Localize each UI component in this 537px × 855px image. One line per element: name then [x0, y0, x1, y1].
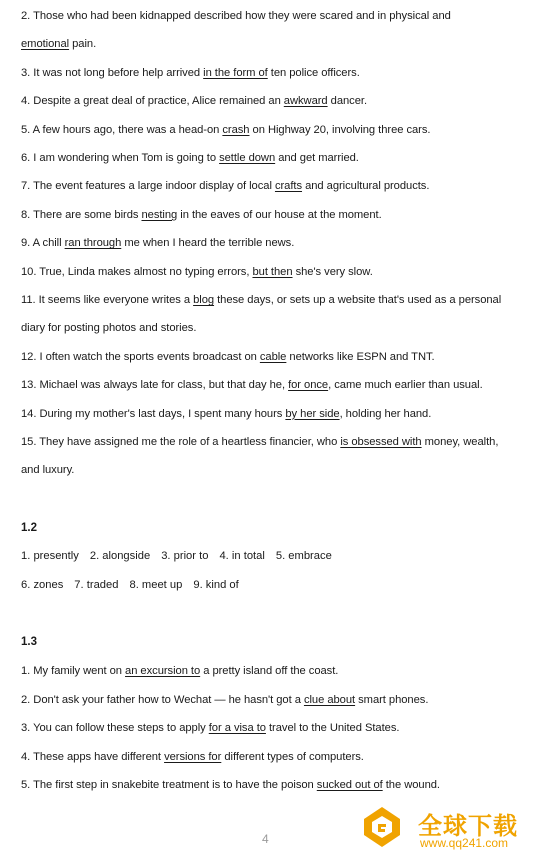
sentence-line: [21, 407, 526, 421]
underlined-phrase: by her side: [285, 407, 340, 420]
word-option: 3. prior to: [161, 550, 209, 562]
sentence-text: 10. True, Linda makes almost no typing errors,: [21, 265, 253, 278]
underlined-phrase: emotional: [21, 38, 70, 51]
section-heading-1-2: 1.2: [21, 522, 37, 534]
underlined-phrase: in the form of: [203, 66, 268, 79]
sentence-text: dancer.: [327, 95, 367, 108]
sentence-text: money, wealth,: [421, 436, 499, 448]
watermark-title: 全球下载: [418, 813, 518, 840]
sentence-text: different types of computers.: [221, 750, 364, 763]
sentence-line: [21, 9, 526, 23]
sentence-text: 2. Don't ask your father how to Wechat — he hasn't got a: [21, 693, 304, 706]
word-option: 8. meet up: [129, 579, 183, 591]
sentence-text: 5. A few hours ago, there was a head-on: [21, 123, 223, 136]
word-option: 7. traded: [74, 579, 119, 591]
sentence-line: [21, 179, 526, 193]
sentence-text: and luxury.: [21, 464, 75, 477]
word-option: 1. presently: [21, 550, 79, 562]
sentence-text: smart phones.: [355, 693, 429, 706]
sentence-line: [21, 37, 526, 51]
sentence-text: , holding her hand.: [339, 407, 432, 420]
sentence-line: [21, 778, 526, 792]
word-option: 2. alongside: [89, 550, 151, 562]
sentence-text: in the eaves of our house at the moment.: [177, 208, 382, 221]
underlined-phrase: an excursion to: [125, 665, 201, 677]
underlined-phrase: sucked out of: [316, 779, 383, 791]
sentence-line: [21, 664, 526, 678]
sentence-text: and agricultural products.: [302, 180, 430, 193]
sentence-text: 14. During my mother's last days, I spent many hours: [21, 407, 286, 420]
sentence-text: networks like ESPN and TNT.: [286, 350, 435, 363]
underlined-phrase: settle down: [219, 152, 276, 164]
underlined-phrase: but then: [252, 265, 293, 278]
sentence-text: travel to the United States.: [265, 722, 400, 734]
sentence-text: 6. I am wondering when Tom is going to: [21, 152, 220, 164]
underlined-phrase: nesting: [141, 208, 178, 221]
word-bank-row-1: [21, 550, 343, 562]
sentence-text: a pretty island off the coast.: [200, 665, 339, 677]
watermark-logo-icon: [362, 805, 402, 849]
sentence-line: [21, 293, 526, 307]
sentence-text: 12. I often watch the sports events broadcast on: [21, 350, 260, 363]
underlined-phrase: for once: [288, 379, 329, 392]
underlined-phrase: awkward: [283, 95, 328, 108]
sentence-line: [21, 693, 526, 707]
sentence-text: these days, or sets up a website that's used as a personal: [214, 294, 502, 306]
word-option: 6. zones: [21, 579, 64, 591]
sentence-line: [21, 350, 526, 364]
sentence-line: [21, 721, 526, 735]
sentence-text: 5. The first step in snakebite treatment is to have the poison: [21, 779, 317, 791]
sentence-text: pain.: [69, 38, 97, 51]
underlined-phrase: ran through: [64, 237, 122, 250]
underlined-phrase: for a visa to: [208, 722, 266, 734]
sentence-text: 13. Michael was always late for class, but that day he,: [21, 379, 289, 392]
sentence-line: [21, 94, 526, 108]
watermark-url: www.qq241.com: [420, 836, 509, 850]
sentence-text: 15. They have assigned me the role of a heartless financier, who: [21, 436, 341, 448]
sentence-text: , came much earlier than usual.: [328, 379, 483, 392]
sentence-text: 3. You can follow these steps to apply: [21, 722, 209, 734]
sentence-text: me when I heard the terrible news.: [121, 237, 295, 250]
sentence-text: 8. There are some birds: [21, 208, 142, 221]
sentence-line: [21, 463, 526, 477]
sentence-line: [21, 151, 526, 165]
sentence-text: 11. It seems like everyone writes a: [21, 294, 194, 306]
sentence-text: 7. The event features a large indoor display of local: [21, 180, 275, 193]
sentence-text: 2. Those who had been kidnapped described how they were scared and in physical and: [21, 10, 451, 22]
section-heading-1-3: 1.3: [21, 636, 37, 648]
word-option: 5. embrace: [275, 550, 332, 562]
sentence-text: and get married.: [275, 152, 359, 164]
sentence-text: on Highway 20, involving three cars.: [249, 123, 431, 136]
sentence-line: [21, 321, 526, 335]
underlined-phrase: is obsessed with: [340, 436, 422, 448]
sentence-text: diary for posting photos and stories.: [21, 322, 197, 335]
page-number: 4: [262, 832, 269, 846]
sentence-line: [21, 435, 526, 449]
sentence-text: ten police officers.: [267, 66, 360, 79]
underlined-phrase: crash: [222, 123, 250, 136]
sentence-text: 4. Despite a great deal of practice, Alice remained an: [21, 95, 284, 108]
word-bank-row-2: [21, 579, 250, 591]
sentence-line: [21, 236, 526, 250]
sentence-text: 4. These apps have different: [21, 750, 165, 763]
word-option: 9. kind of: [193, 579, 239, 591]
sentence-text: 1. My family went on: [21, 665, 126, 677]
sentence-line: [21, 378, 526, 392]
underlined-phrase: cable: [259, 350, 287, 363]
sentence-line: [21, 750, 526, 764]
word-option: 4. in total: [219, 550, 265, 562]
sentence-text: 3. It was not long before help arrived: [21, 66, 204, 79]
underlined-phrase: blog: [193, 294, 215, 306]
sentence-line: [21, 123, 526, 137]
sentence-line: [21, 208, 526, 222]
sentence-text: 9. A chill: [21, 237, 65, 250]
underlined-phrase: crafts: [274, 180, 303, 193]
underlined-phrase: clue about: [303, 693, 356, 706]
sentence-line: [21, 265, 526, 279]
sentence-text: the wound.: [382, 779, 440, 791]
underlined-phrase: versions for: [164, 750, 222, 763]
sentence-text: she's very slow.: [292, 265, 373, 278]
sentence-line: [21, 66, 526, 80]
